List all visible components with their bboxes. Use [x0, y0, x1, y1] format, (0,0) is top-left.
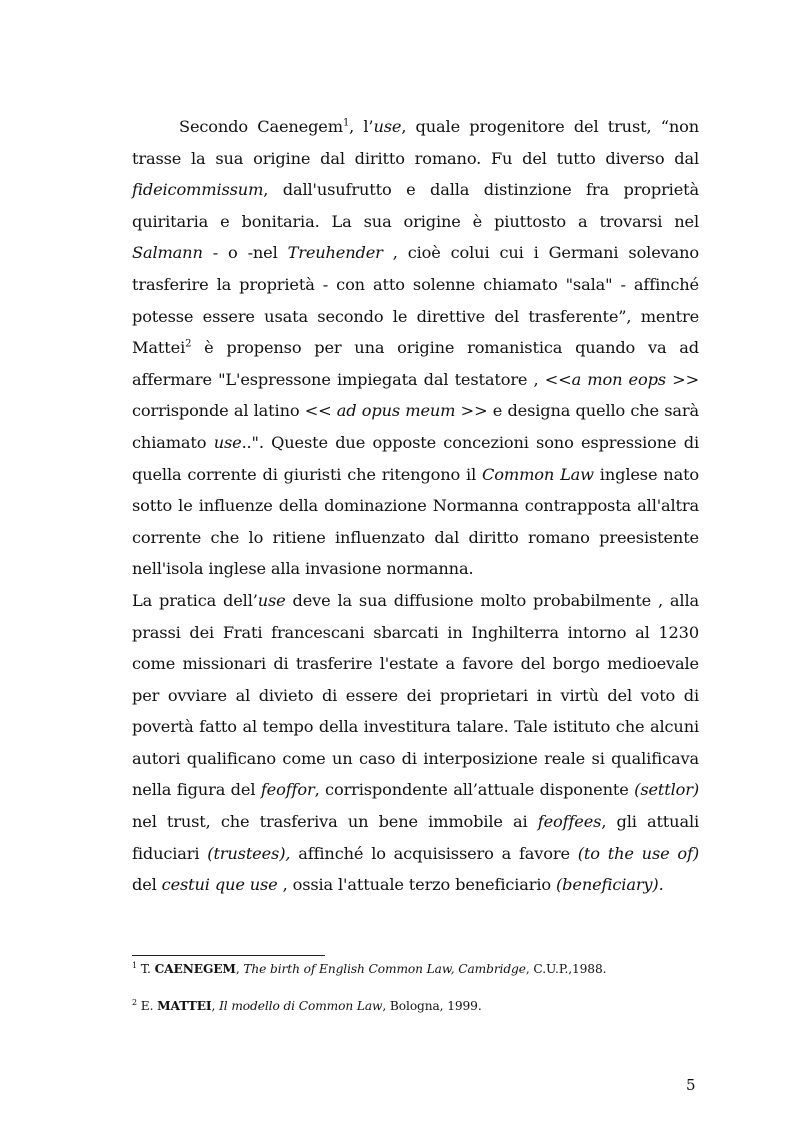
footnote-initial: E.	[137, 999, 158, 1013]
footnote-separator	[132, 955, 325, 956]
footnote-1	[132, 961, 699, 977]
text-run: , quale progenitore del trust, “non trasse la sua origine dal diritto romano. Fu del tutto diverso dal	[132, 117, 699, 168]
italic-term: use	[373, 117, 402, 136]
italic-term: ad opus meum	[336, 401, 456, 421]
text-run: >> corrisponde al latino <<	[132, 369, 699, 421]
italic-term: Treuhender	[287, 243, 383, 263]
footnote-sep: ,	[211, 999, 220, 1013]
footnote-ref-2[interactable]: 2	[185, 338, 192, 350]
page-number: 5	[686, 1076, 696, 1094]
italic-term: fideicommissum	[132, 180, 264, 200]
footnote-title: Il modello di Common Law	[219, 999, 383, 1013]
text-run: >> e designa quello che sarà chiamato	[132, 401, 699, 452]
footnote-author: MATTEI	[157, 999, 212, 1013]
italic-term: a mon eops	[571, 369, 666, 389]
footnote-title: The birth of English Common Law, Cambridge	[243, 962, 526, 976]
footnote-sep: ,	[235, 962, 244, 976]
text-run: La pratica dell’	[132, 590, 258, 610]
text-run: è propenso per una origine romanistica quando va ad affermare "L'espressone impiegata dal testatore , <<	[132, 338, 699, 389]
italic-term: feoffor	[260, 780, 315, 800]
footnote-ref-1[interactable]: 1	[342, 117, 350, 129]
text-run: , corrispondente all’attuale disponente	[314, 780, 635, 800]
paragraph-1	[132, 111, 699, 585]
text-run: , dall'usufrutto e dalla distinzione fra proprietà quiritaria e bonitaria. La sua origine è piuttosto a trovarsi nel	[132, 180, 699, 231]
text-run: ..". Queste due opposte concezioni sono espressione di quella corrente di giuristi che ritengono il	[132, 432, 699, 484]
italic-term: (to the use of)	[577, 843, 699, 863]
footnote-marker: 1	[132, 960, 137, 970]
footnote-author: CAENEGEM	[154, 962, 236, 976]
italic-term: use	[257, 590, 286, 610]
italic-term: Salmann	[132, 243, 203, 263]
italic-term: cestui que use	[161, 875, 278, 895]
italic-term: Common Law	[482, 464, 594, 484]
paragraph-2	[132, 585, 699, 901]
footnote-publisher: , C.U.P.,1988.	[525, 962, 607, 976]
text-run: affinché lo acquisissero a favore	[290, 843, 578, 863]
italic-term: feoffees	[537, 812, 602, 832]
italic-term: (trustees),	[207, 843, 291, 863]
text-run: deve la sua diffusione molto probabilmente , alla prassi dei Frati francescani sbarcati in Inghilterra intorno al 1230 come missionari di trasferire l'estate a favore del borgo medioevale per ovviare al divieto di essere dei proprietari in virtù del voto di povertà fatto al tempo della investitura talare. Tale istituto che alcuni autori qualificano come un caso di interposizione reale si qualificava nella figura del	[132, 590, 699, 800]
text-run: , l’	[349, 117, 374, 136]
text-run: nel trust, che trasferiva un bene immobile ai	[132, 812, 538, 832]
text-run: Secondo Caenegem	[179, 117, 343, 136]
italic-term: use	[213, 432, 242, 452]
text-run: - o -nel	[202, 243, 288, 263]
footnote-initial: T.	[137, 962, 155, 976]
text-run: del	[132, 875, 162, 895]
text-run: , gli attuali fiduciari	[132, 812, 699, 863]
italic-term: (beneficiary).	[556, 875, 664, 895]
text-run: inglese nato sotto le influenze della dominazione Normanna contrapposta all'altra corrente che lo ritiene influenzato dal diritto romano preesistente nell'isola inglese alla invasione normanna.	[132, 464, 700, 579]
text-run: , cioè colui cui i Germani solevano trasferire la proprietà - con atto solenne chiamato "sala" - affinché potesse essere usata secondo le direttive del trasferente”, mentre Mattei	[132, 243, 699, 358]
footnote-marker: 2	[132, 997, 137, 1007]
footnote-2	[132, 998, 699, 1014]
text-run: , ossia l'attuale terzo beneficiario	[277, 875, 557, 895]
footnote-publisher: , Bologna, 1999.	[382, 999, 482, 1013]
main-text	[132, 111, 699, 901]
italic-term: (settlor)	[634, 780, 699, 800]
